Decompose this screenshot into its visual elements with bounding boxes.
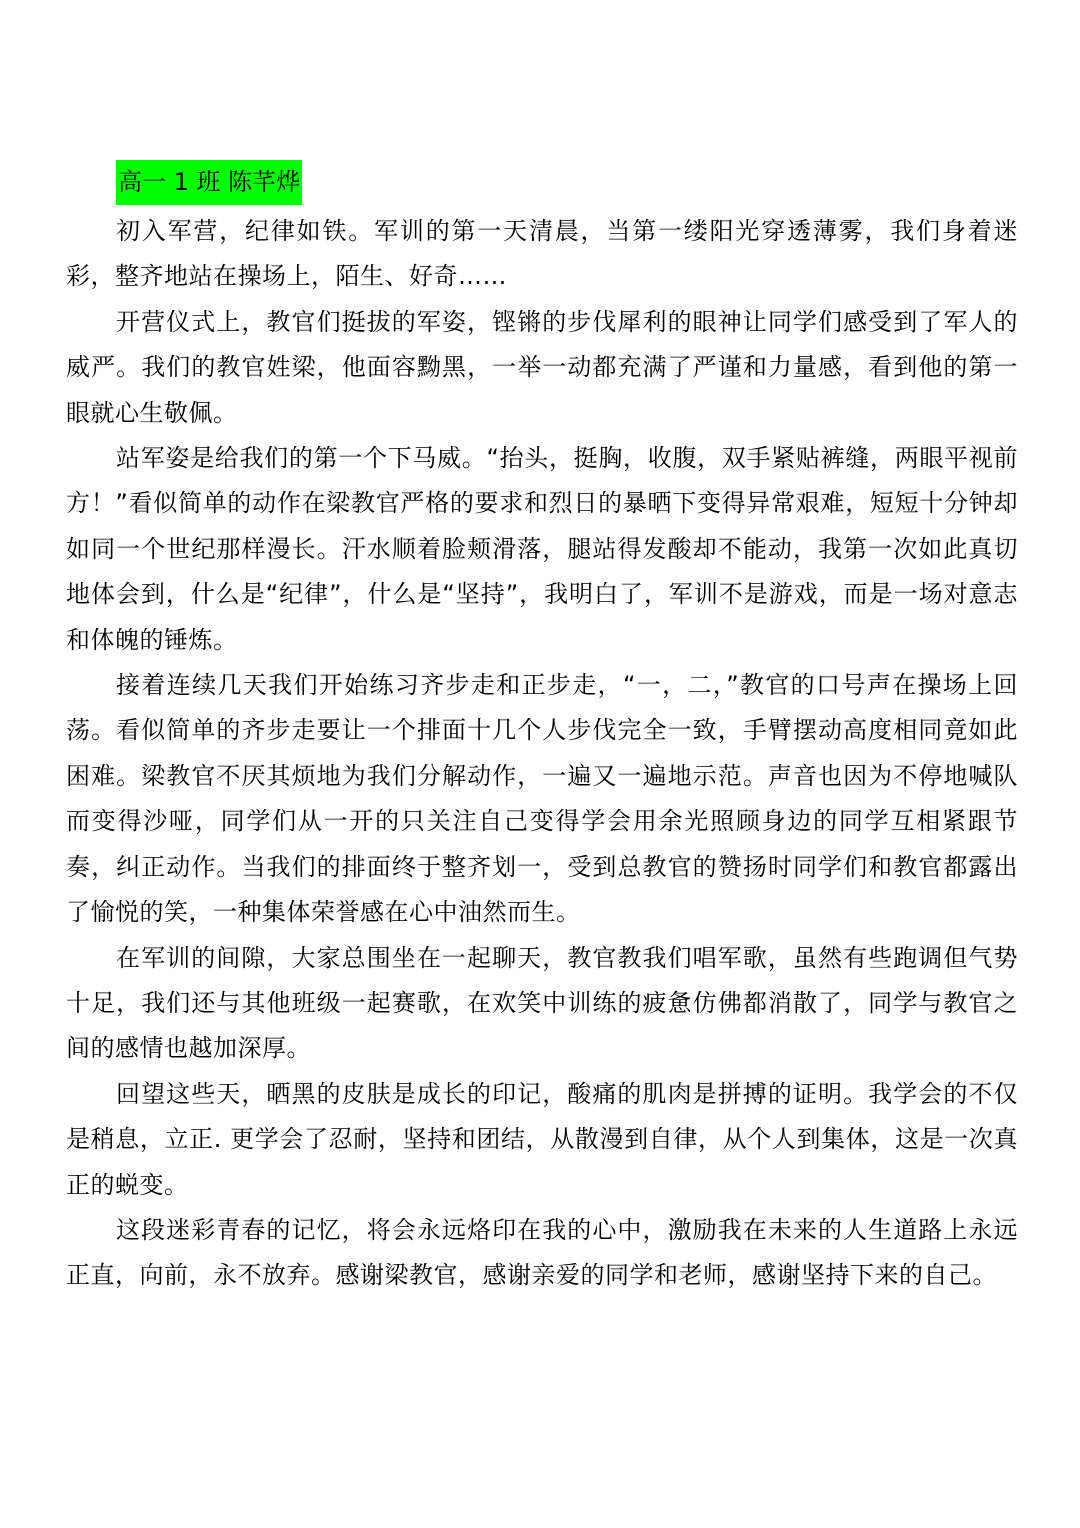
paragraph-4: 接着连续几天我们开始练习齐步走和正步走，“一，二，”教官的口号声在操场上回荡。看似简单的齐步走要让一个排面十几个人步伐完全一致，手臂摆动高度相同竟如此困难。梁教官不厌其烦地为我们分解动作，一遍又一遍地示范。声音也因为不停地喊队而变得沙哑，同学们从一开的只关注自己变得学会用余光照顾身边的同学互相紧跟节奏，纠正动作。当我们的排面终于整齐划一，受到总教官的赞扬时同学们和教官都露出了愉悦的笑，一种集体荣誉感在心中油然而生。	[66, 671, 1018, 927]
document-body	[66, 160, 1018, 1299]
author-name: 高一 1 班 陈芊烨	[116, 160, 302, 205]
paragraph-1: 初入军营，纪律如铁。军训的第一天清晨，当第一缕阳光穿透薄雾，我们身着迷彩，整齐地站在操场上，陌生、好奇……	[66, 217, 1018, 291]
paragraph-6: 回望这些天，晒黑的皮肤是成长的印记，酸痛的肌肉是拼搏的证明。我学会的不仅是稍息，立正. 更学会了忍耐，坚持和团结，从散漫到自律，从个人到集体，这是一次真正的蜕变。	[66, 1079, 1018, 1199]
paragraph-7: 这段迷彩青春的记忆，将会永远烙印在我的心中，激励我在未来的人生道路上永远正直，向前，永不放弃。感谢梁教官，感谢亲爱的同学和老师，感谢坚持下来的自己。	[66, 1215, 1018, 1290]
author-line	[116, 160, 1018, 205]
paragraph-3: 站军姿是给我们的第一个下马威。“抬头，挺胸，收腹，双手紧贴裤缝，两眼平视前方！”看似简单的动作在梁教官严格的要求和烈日的暴晒下变得异常艰难，短短十分钟却如同一个世纪那样漫长。汗水顺着脸颊滑落，腿站得发酸却不能动，我第一次如此真切地体会到，什么是“纪律”，什么是“坚持”，我明白了，军训不是游戏，而是一场对意志和体魄的锤炼。	[66, 444, 1018, 654]
paragraph-5: 在军训的间隙，大家总围坐在一起聊天，教官教我们唱军歌，虽然有些跑调但气势十足，我们还与其他班级一起赛歌，在欢笑中训练的疲惫仿佛都消散了，同学与教官之间的感情也越加深厚。	[66, 943, 1018, 1063]
paragraph-2: 开营仪式上，教官们挺拔的军姿，铿锵的步伐犀利的眼神让同学们感受到了军人的威严。我们的教官姓梁，他面容黝黑，一举一动都充满了严谨和力量感，看到他的第一眼就心生敬佩。	[66, 307, 1018, 427]
